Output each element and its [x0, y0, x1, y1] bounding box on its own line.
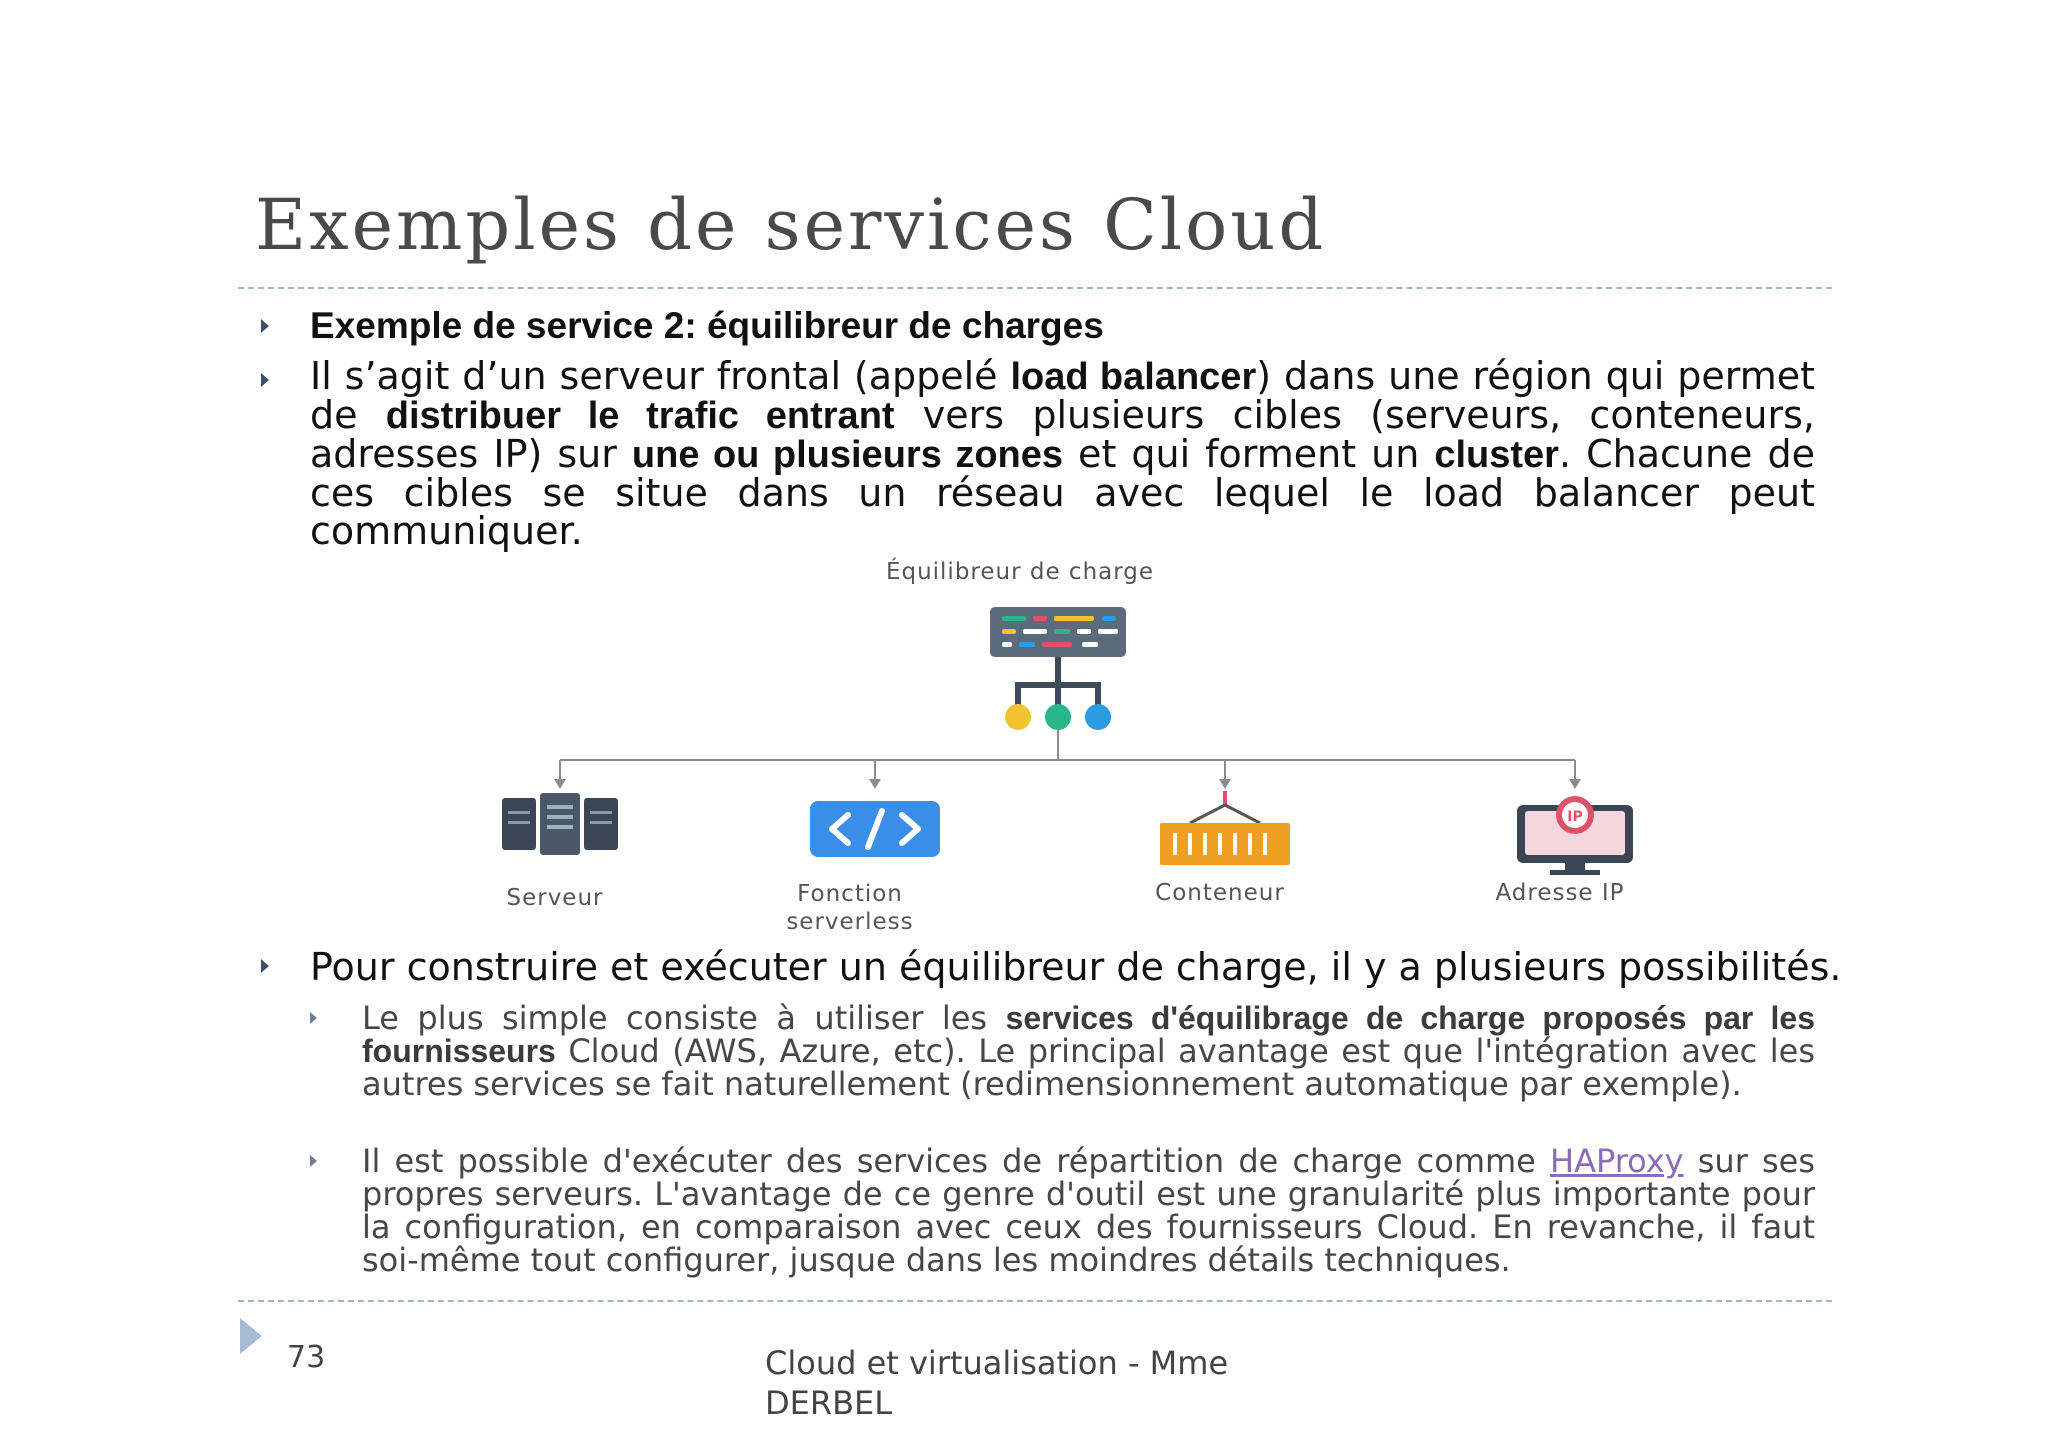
node-green-icon [1045, 704, 1071, 730]
balancer-box-icon [990, 607, 1126, 657]
sub-bullet-arrow-icon [310, 1012, 317, 1024]
footer-arrow-icon [240, 1318, 262, 1354]
bullet-arrow-icon [261, 959, 269, 973]
target-label-ip: Adresse IP [1495, 880, 1625, 906]
target-label-container: Conteneur [1155, 880, 1285, 906]
ip-badge-text: IP [1567, 809, 1583, 825]
diagram-title: Équilibreur de charge [885, 559, 1155, 585]
ip-address-icon [1517, 796, 1633, 875]
container-icon [1160, 791, 1290, 865]
load-balancer-diagram [470, 555, 1710, 940]
bullet-arrow-icon [261, 373, 269, 387]
target-label-serverless: Fonction serverless [786, 881, 914, 935]
slide-title: Exemples de services Cloud [255, 184, 1327, 266]
bullet-arrow-icon [261, 319, 269, 333]
code-icon [810, 801, 940, 857]
node-yellow-icon [1005, 704, 1031, 730]
page-number: 73 [287, 1340, 326, 1375]
distribution-arrowheads [554, 779, 1581, 789]
distribution-lines [560, 730, 1575, 781]
server-icon [502, 793, 618, 855]
sub-bullet-arrow-icon [310, 1155, 317, 1167]
title-divider [238, 287, 1832, 289]
footer-caption: Cloud et virtualisation - Mme DERBEL [765, 1344, 1229, 1422]
footer-divider [238, 1300, 1832, 1302]
target-label-server: Serveur [506, 885, 604, 911]
bullet-paragraph: Il s’agit d’un serveur frontal (appelé load balancer) dans une région qui permet de distribuer le trafic entrant vers plusieurs cibles (serveurs, conteneurs, adresses IP) sur une ou plusieurs zones et qui forment un cluster. Chacune de ces cibles se situe dans un réseau avec lequel le load balancer peut communiquer. [310, 354, 1815, 553]
balancer-branches [1018, 657, 1098, 705]
sub-bullet-paragraph: Le plus simple consiste à utiliser les services d'équilibrage de charge proposés par les fournisseurs Cloud (AWS, Azure, etc). Le principal avantage est que l'intégration avec les autres services se fait naturellement (redimensionnement automatique par exemple). [362, 999, 1816, 1103]
haproxy-link[interactable]: HAProxy [1550, 1142, 1684, 1180]
bullet-text: Pour construire et exécuter un équilibreur de charge, il y a plusieurs possibilités. [310, 945, 1842, 989]
sub-bullet-paragraph: Il est possible d'exécuter des services de répartition de charge comme HAProxy sur ses propres serveurs. L'avantage de ce genre d'outil est une granularité plus importante pour la configuration, en comparaison avec ceux des fournisseurs Cloud. En revanche, il faut soi-même tout configurer, jusque dans les moindres détails techniques. [362, 1142, 1816, 1279]
node-blue-icon [1085, 704, 1111, 730]
bullet-text: Exemple de service 2: équilibreur de charges [310, 305, 1104, 346]
